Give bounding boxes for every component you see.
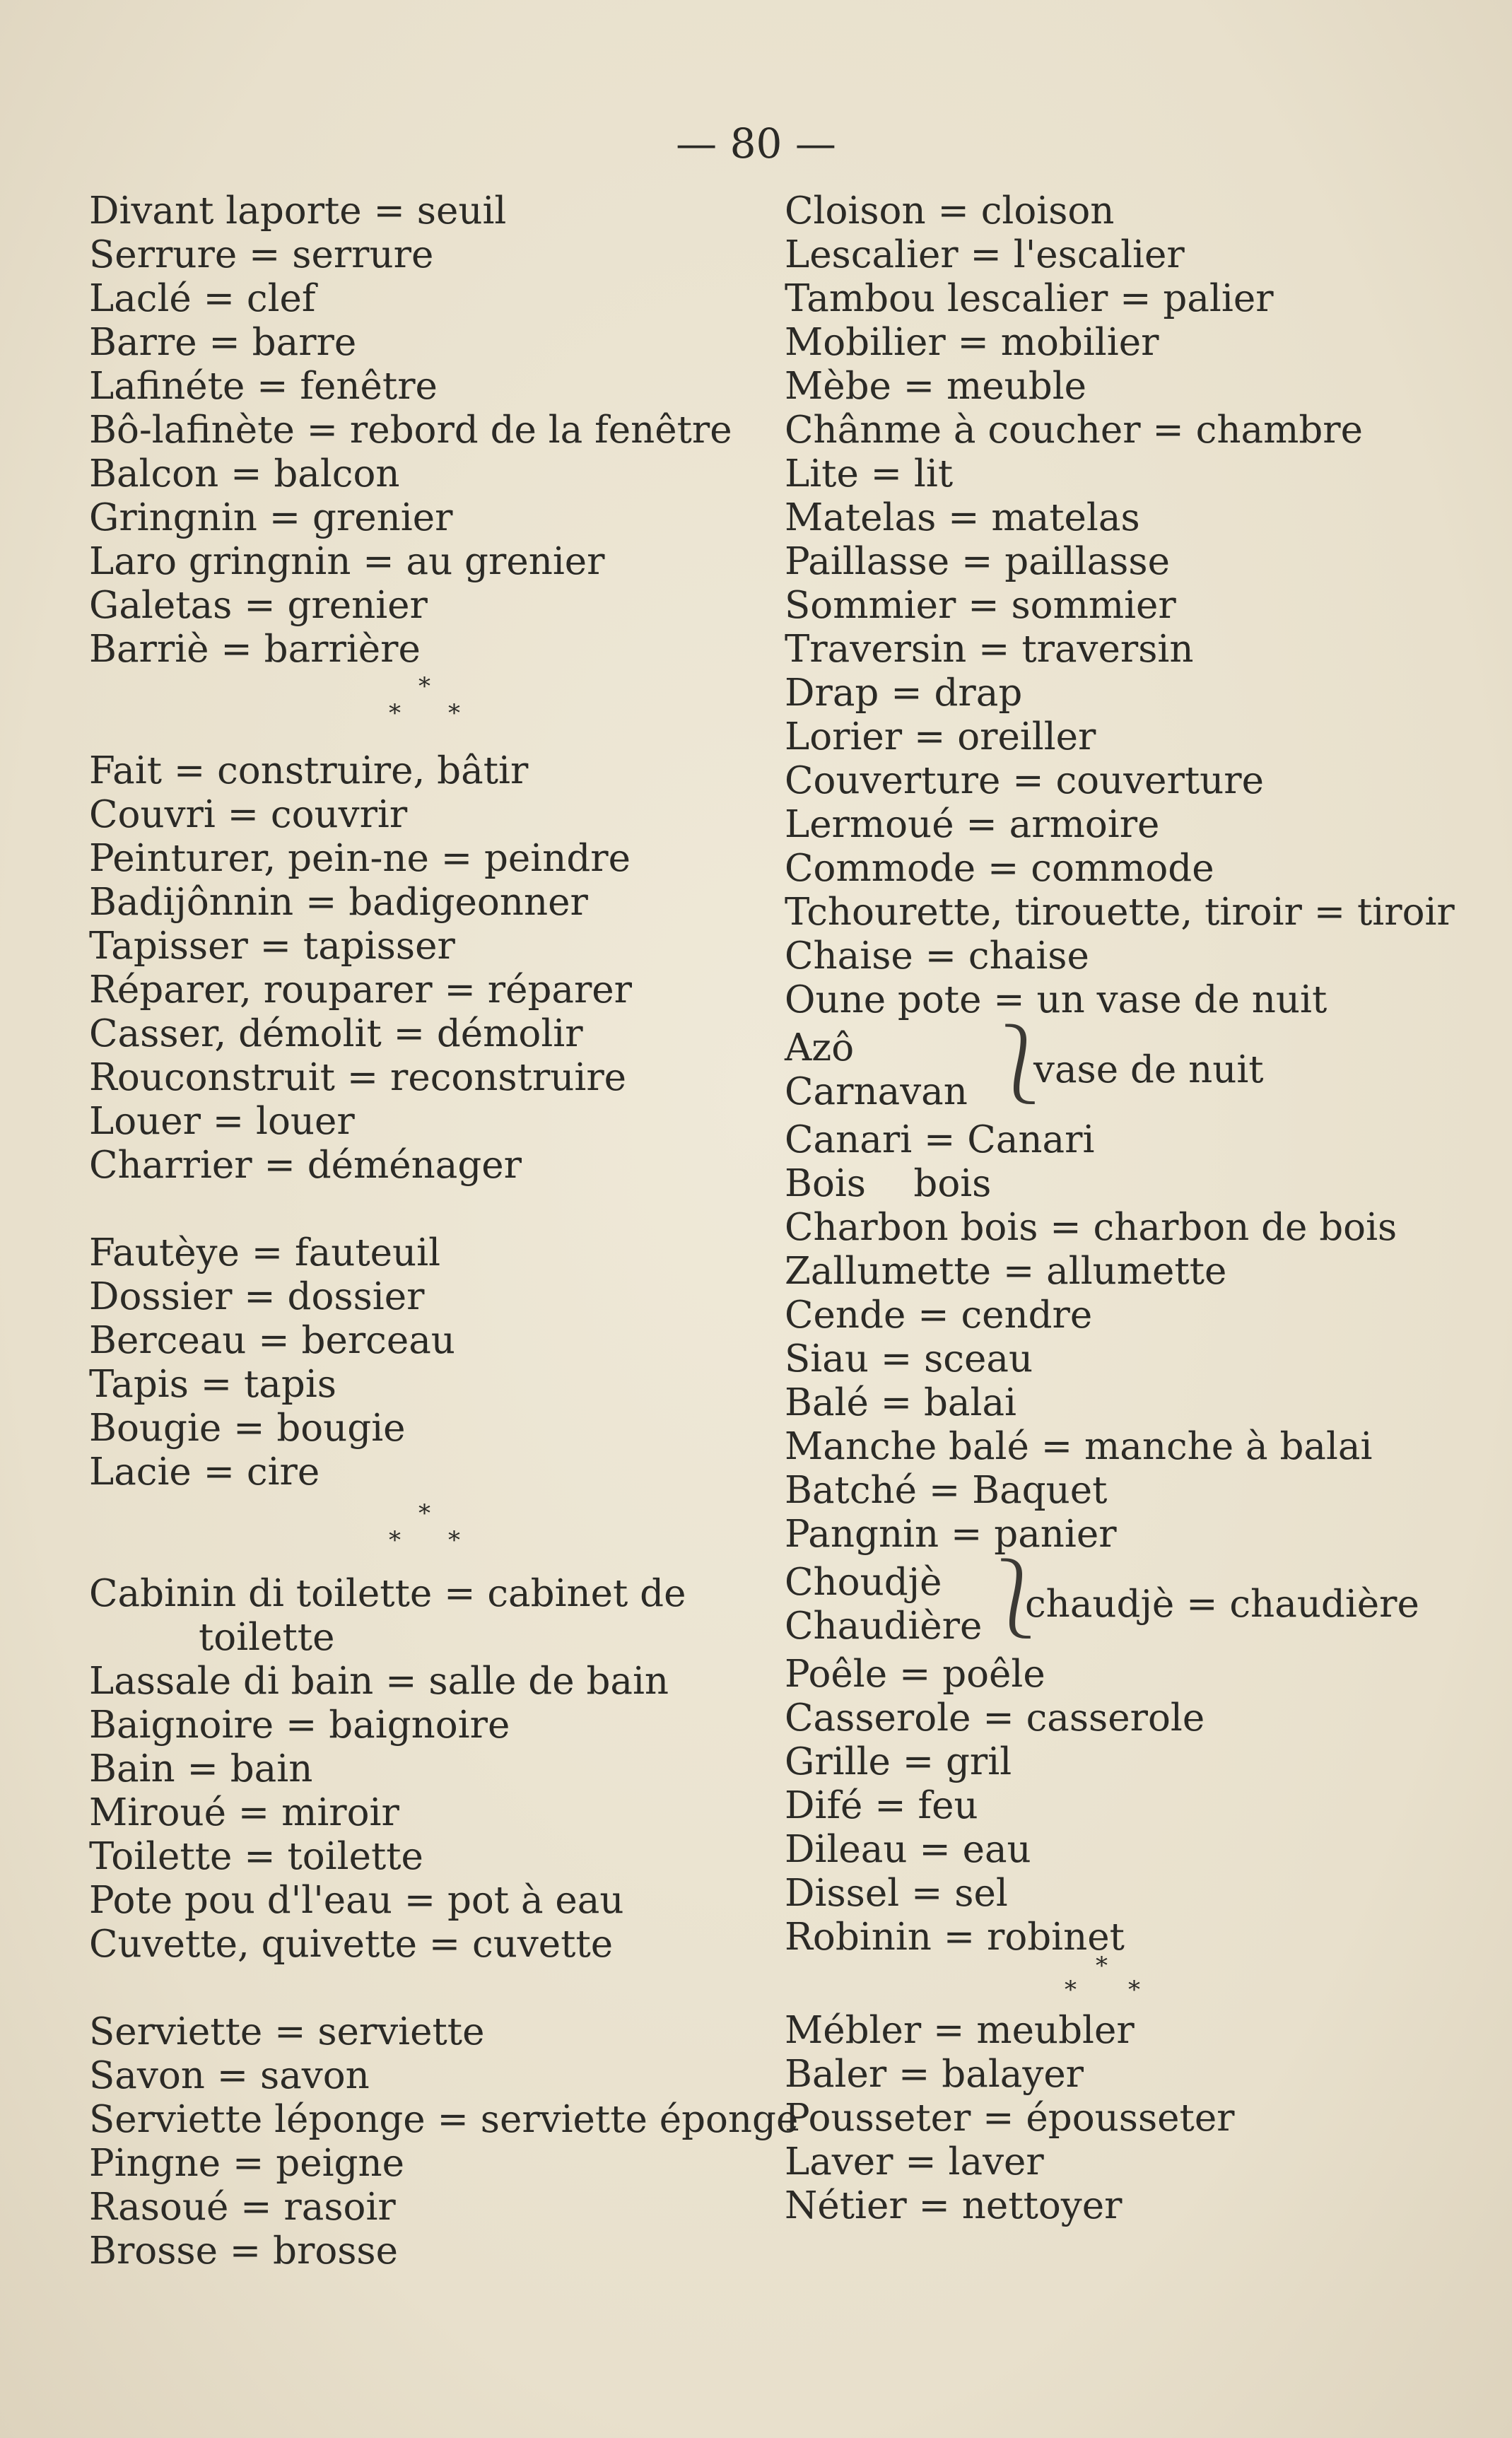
entry: Lermoué = armoire	[785, 803, 1160, 846]
entry: Casser, démolit = démolir	[89, 1012, 583, 1055]
entry: Charbon bois = charbon de bois	[785, 1206, 1397, 1249]
entry: Peinturer, pein-ne = peindre	[89, 837, 631, 880]
page-number: — 80 —	[676, 119, 836, 168]
entry: Zallumette = allumette	[785, 1250, 1227, 1293]
entry: Drap = drap	[785, 672, 1023, 715]
entry: Pote pou d'l'eau = pot à eau	[89, 1879, 624, 1922]
entry: Brosse = brosse	[89, 2229, 398, 2273]
brace-word: Chaudière	[785, 1605, 983, 1648]
entry: Casserole = casserole	[785, 1696, 1205, 1740]
entry: Serrure = serrure	[89, 233, 434, 276]
entry: Serviette = serviette	[89, 2010, 485, 2053]
asterisk: *	[389, 699, 401, 727]
entry: Louer = louer	[89, 1100, 355, 1143]
entry: Tambou lescalier = palier	[785, 277, 1274, 320]
entry: Cuvette, quivette = cuvette	[89, 1923, 614, 1966]
entry: Couvri = couvrir	[89, 793, 408, 836]
brace-word: Choudjè	[785, 1561, 942, 1604]
entry: Divant laporte = seuil	[89, 189, 507, 233]
entry: Difé = feu	[785, 1784, 978, 1827]
asterisk: *	[1065, 1976, 1077, 2004]
spacer	[89, 1188, 754, 1231]
entry: Cende = cendre	[785, 1294, 1093, 1337]
entry: Pingne = peigne	[89, 2142, 404, 2185]
asterisk: *	[448, 1526, 460, 1554]
asterisk: *	[1096, 1952, 1108, 1980]
left-column	[89, 189, 799, 2273]
asterisk: *	[418, 672, 430, 701]
entry: Berceau = berceau	[89, 1319, 455, 1362]
entry: Fait = construire, bâtir	[89, 749, 529, 792]
entry: Lescalier = l'escalier	[785, 233, 1185, 276]
brace-word: Carnavan	[785, 1070, 968, 1113]
asterisk: *	[389, 1526, 401, 1554]
entry: Grille = gril	[785, 1740, 1012, 1783]
asterisk: *	[418, 1499, 430, 1528]
asterisk: *	[448, 699, 460, 727]
entry: Tapis = tapis	[89, 1363, 336, 1406]
entry: Miroué = miroir	[89, 1791, 399, 1834]
asterism-separator	[89, 672, 754, 749]
entry: Lafinéte = fenêtre	[89, 365, 438, 408]
entry: Commode = commode	[785, 847, 1214, 890]
entry: Bois bois	[785, 1162, 992, 1205]
entry: Tapisser = tapisser	[89, 925, 455, 968]
entry: Bain = bain	[89, 1747, 313, 1791]
entry: Balcon = balcon	[89, 452, 400, 496]
brace-entry	[785, 1019, 1492, 1114]
brace-icon: ⎱	[981, 1019, 1059, 1110]
entry: Bô-lafinète = rebord de la fenêtre	[89, 409, 732, 452]
entry: Laclé = clef	[89, 277, 316, 320]
entry: Laver = laver	[785, 2140, 1044, 2184]
brace-words	[785, 1561, 982, 1648]
entry: Baler = balayer	[785, 2053, 1084, 2096]
entry: Manche balé = manche à balai	[785, 1425, 1373, 1468]
entry: Chaise = chaise	[785, 934, 1089, 978]
brace-entry	[785, 1554, 1492, 1648]
entry: Badijônnin = badigeonner	[89, 881, 588, 924]
entry: Barre = barre	[89, 321, 357, 364]
asterisk: *	[1128, 1976, 1140, 2004]
entry: Sommier = sommier	[785, 584, 1176, 627]
entry: Mèbe = meuble	[785, 365, 1087, 408]
entry: Poêle = poêle	[785, 1653, 1045, 1696]
entry: Dossier = dossier	[89, 1275, 425, 1318]
entry: Dissel = sel	[785, 1872, 1008, 1915]
entry: Barriè = barrière	[89, 628, 421, 671]
brace-word: Azô	[785, 1026, 855, 1069]
entry: Traversin = traversin	[785, 628, 1194, 671]
entry: Serviette léponge = serviette éponge	[89, 2098, 799, 2141]
entry: Rasoué = rasoir	[89, 2186, 396, 2229]
brace-meaning: chaudjè = chaudière	[1025, 1583, 1419, 1626]
entry: Pousseter = épousseter	[785, 2097, 1235, 2140]
entry: Savon = savon	[89, 2054, 370, 2097]
entry: Tchourette, tirouette, tiroir = tiroir	[785, 891, 1455, 934]
entry: Rouconstruit = reconstruire	[89, 1056, 627, 1099]
entry: Balé = balai	[785, 1381, 1016, 1424]
entry: Nétier = nettoyer	[785, 2184, 1123, 2227]
entry: Canari = Canari	[785, 1118, 1095, 1161]
right-column	[785, 189, 1492, 2228]
entry: Paillasse = paillasse	[785, 540, 1170, 583]
entry: Fautèye = fauteuil	[89, 1231, 441, 1274]
entry: Batché = Baquet	[785, 1469, 1108, 1512]
brace-words	[785, 1026, 968, 1114]
entry: Galetas = grenier	[89, 584, 428, 627]
entry: Lorier = oreiller	[785, 715, 1096, 758]
entry: Pangnin = panier	[785, 1513, 1117, 1556]
brace-icon: ⎱	[977, 1554, 1055, 1644]
entry: Gringnin = grenier	[89, 496, 453, 539]
entry: Bougie = bougie	[89, 1407, 406, 1450]
entry-continuation: toilette	[199, 1616, 335, 1659]
entry: Lite = lit	[785, 452, 954, 496]
entry: Chânme à coucher = chambre	[785, 409, 1363, 452]
entry: Matelas = matelas	[785, 496, 1140, 539]
entry: Dileau = eau	[785, 1828, 1031, 1871]
asterism-separator	[785, 1952, 1492, 2009]
entry: Couverture = couverture	[785, 759, 1264, 802]
asterism-separator	[89, 1494, 754, 1572]
entry: Robinin = robinet	[785, 1916, 1125, 1959]
entry: Lassale di bain = salle de bain	[89, 1660, 669, 1703]
entry: Réparer, rouparer = réparer	[89, 968, 633, 1012]
entry: Baignoire = baignoire	[89, 1704, 510, 1747]
entry: Charrier = déménager	[89, 1144, 522, 1187]
entry: Mobilier = mobilier	[785, 321, 1159, 364]
entry: Lacie = cire	[89, 1451, 320, 1494]
entry: Laro gringnin = au grenier	[89, 540, 605, 583]
brace-meaning: vase de nuit	[1033, 1048, 1264, 1091]
entry: Cabinin di toilette = cabinet de	[89, 1572, 686, 1615]
entry: Oune pote = un vase de nuit	[785, 978, 1328, 1021]
entry: Mébler = meubler	[785, 2009, 1135, 2052]
spacer	[89, 1967, 754, 2010]
entry: Toilette = toilette	[89, 1835, 423, 1878]
entry: Siau = sceau	[785, 1337, 1033, 1381]
entry: Cloison = cloison	[785, 189, 1115, 233]
